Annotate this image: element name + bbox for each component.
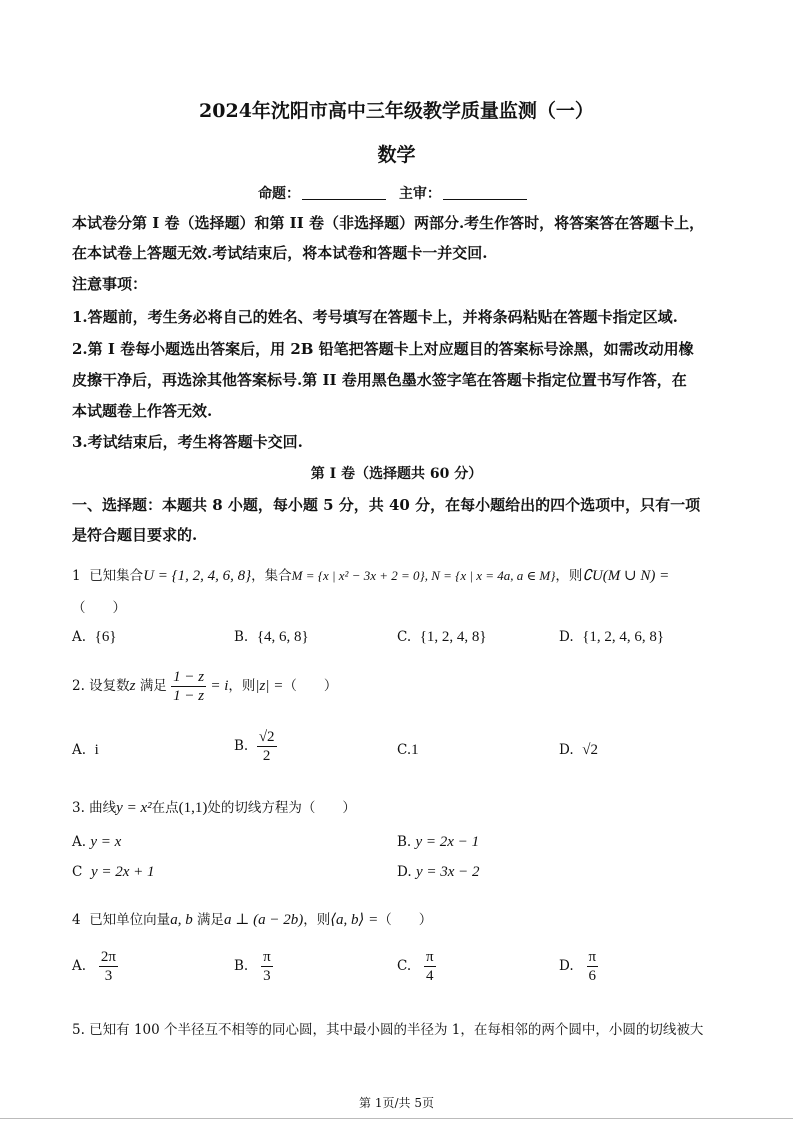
q3-curve: y = x² bbox=[116, 800, 152, 816]
q3-option-c-value: y = 2x + 1 bbox=[90, 864, 155, 880]
q4-option-b-label: B. bbox=[234, 958, 249, 974]
q3-number: 3. 曲线 bbox=[72, 800, 117, 816]
exam-title: 2024年沈阳市高中三年级教学质量监测（一） bbox=[199, 100, 594, 122]
q4-option-d-den: 6 bbox=[588, 968, 597, 984]
q1-option-d-label: D. bbox=[559, 629, 574, 645]
q4-text-1: 已知单位向量 bbox=[89, 912, 171, 928]
q2-variable: z bbox=[129, 678, 136, 694]
q1-text-2: ，集合 bbox=[251, 568, 292, 584]
q2-option-c-label: C. bbox=[397, 742, 412, 758]
q4-option-c-label: C. bbox=[397, 958, 412, 974]
note-2-line3: 本试题卷上作答无效. bbox=[72, 402, 213, 420]
q2-number: 2. 设复数 bbox=[72, 678, 130, 694]
q1-option-a-label: A. bbox=[72, 629, 87, 645]
q2-text-2: ，则 bbox=[228, 678, 256, 694]
proposer-blank bbox=[302, 185, 386, 200]
question-1 bbox=[72, 564, 669, 585]
q1-set-mn: M = {x | x² − 3x + 2 = 0}, N = {x | x = 4a, a ∈ M} bbox=[291, 568, 556, 583]
q1-number: 1 bbox=[72, 568, 81, 584]
q4-text-2: 满足 bbox=[196, 912, 224, 928]
q2-option-b-fraction bbox=[257, 728, 277, 765]
q4-option-c[interactable] bbox=[397, 948, 436, 985]
q2-fraction-num: 1 − z bbox=[173, 669, 205, 685]
instruction-line2: 在本试卷上答题无效.考试结束后，将本试卷和答题卡一并交回. bbox=[72, 244, 488, 262]
q3-option-d-value: y = 3x − 2 bbox=[415, 864, 480, 880]
byline bbox=[0, 183, 793, 203]
q4-option-d-label: D. bbox=[559, 958, 574, 974]
instruction-line1: 本试卷分第 I 卷（选择题）和第 II 卷（非选择题）两部分.考生作答时，将答案答在答题卡上， bbox=[72, 214, 705, 232]
q3-option-b-label: B. bbox=[397, 834, 412, 850]
q1-option-a-value: {6} bbox=[94, 629, 117, 645]
proposer-label: 命题： bbox=[258, 186, 301, 202]
q4-option-c-den: 4 bbox=[426, 968, 434, 984]
q4-option-b-den: 3 bbox=[263, 968, 271, 984]
q4-option-c-num: π bbox=[426, 949, 434, 965]
q4-option-d[interactable] bbox=[559, 948, 598, 985]
q4-option-a-fraction bbox=[99, 948, 118, 985]
q3-option-c-label: C bbox=[72, 864, 83, 880]
q1-paren: （ ） bbox=[72, 600, 126, 616]
q2-option-d-value: √2 bbox=[582, 742, 598, 758]
q4-number: 4 bbox=[72, 912, 81, 928]
q2-option-d-label: D. bbox=[559, 742, 574, 758]
q4-vectors: a, b bbox=[170, 912, 193, 928]
q2-fraction bbox=[171, 668, 206, 705]
q4-option-b-num: π bbox=[263, 949, 271, 965]
q1-option-a[interactable] bbox=[72, 629, 117, 646]
q3-option-b-value: y = 2x − 1 bbox=[415, 834, 480, 850]
q1-text-1: 已知集合 bbox=[89, 568, 144, 584]
q1-option-b-value: {4, 6, 8} bbox=[256, 629, 309, 645]
q3-option-d[interactable] bbox=[397, 864, 480, 881]
page-footer: 第 1页/共 5页 bbox=[359, 1096, 434, 1110]
q4-option-b-fraction bbox=[261, 948, 273, 985]
q3-point: (1,1) bbox=[178, 800, 208, 816]
q4-option-c-fraction bbox=[424, 948, 436, 985]
question-5: 5. 已知有 100 个半径互不相等的同心圆，其中最小圆的半径为 1，在每相邻的两个圆中，小圆的切线被大 bbox=[72, 1022, 704, 1038]
q4-option-a[interactable] bbox=[72, 948, 118, 985]
q2-option-c[interactable] bbox=[397, 742, 419, 759]
q2-paren: （ ） bbox=[283, 678, 338, 694]
q3-option-a-label: A. bbox=[72, 834, 87, 850]
q1-text-3: ，则 bbox=[555, 568, 583, 584]
section-desc-line2: 是符合题目要求的. bbox=[72, 526, 198, 544]
section-desc-line1: 一、选择题：本题共 8 小题，每小题 5 分，共 40 分，在每小题给出的四个选项中，只有一项 bbox=[72, 496, 701, 514]
q2-equals: = i bbox=[210, 678, 229, 694]
q4-option-b[interactable] bbox=[234, 948, 273, 985]
q1-option-b-label: B. bbox=[234, 629, 249, 645]
q1-option-d-value: {1, 2, 4, 6, 8} bbox=[582, 629, 665, 645]
reviewer-label: 主审： bbox=[398, 186, 441, 202]
question-2 bbox=[72, 668, 337, 705]
q2-option-a-label: A. bbox=[72, 742, 87, 758]
q2-option-c-value: 1 bbox=[411, 742, 419, 758]
q2-text-1: 满足 bbox=[139, 678, 167, 694]
q3-option-b[interactable] bbox=[397, 834, 479, 851]
q4-condition: a ⊥ (a − 2b) bbox=[223, 912, 304, 928]
q1-option-c-label: C. bbox=[397, 629, 412, 645]
note-3: 3.考试结束后，考生将答题卡交回. bbox=[72, 433, 303, 451]
q4-option-d-num: π bbox=[588, 949, 597, 965]
note-2-line2: 皮擦干净后，再选涂其他答案标号.第 II 卷用黑色墨水签字笔在答题卡指定位置书写作答，在 bbox=[72, 371, 687, 389]
q3-text-1: 在点 bbox=[151, 800, 179, 816]
q2-option-d[interactable] bbox=[559, 742, 598, 759]
q1-option-b[interactable] bbox=[234, 629, 309, 646]
q2-option-b-den: 2 bbox=[262, 748, 271, 764]
q3-option-a-value: y = x bbox=[90, 834, 122, 850]
q2-option-a[interactable] bbox=[72, 742, 99, 759]
section-title: 第 I 卷（选择题共 60 分） bbox=[310, 466, 483, 482]
q4-angle: ⟨a, b⟩ = bbox=[330, 912, 379, 928]
q2-option-b[interactable] bbox=[234, 728, 277, 765]
notes-title: 注意事项： bbox=[72, 275, 148, 293]
q1-option-c-value: {1, 2, 4, 8} bbox=[419, 629, 487, 645]
reviewer-blank bbox=[443, 185, 527, 200]
question-3 bbox=[72, 796, 356, 817]
question-4 bbox=[72, 908, 432, 929]
q4-text-3: ，则 bbox=[303, 912, 331, 928]
q2-fraction-den: 1 − z bbox=[173, 688, 205, 704]
q2-option-a-value: i bbox=[94, 742, 99, 758]
q1-option-c[interactable] bbox=[397, 629, 487, 646]
q4-option-a-den: 3 bbox=[104, 968, 113, 984]
q4-option-d-fraction bbox=[587, 948, 599, 985]
q1-expression: ∁U(M ∪ N) = bbox=[582, 568, 670, 584]
q2-abs: |z| = bbox=[255, 678, 284, 694]
q4-option-a-num: 2π bbox=[100, 949, 116, 965]
footer-divider bbox=[0, 1118, 793, 1119]
q1-option-d[interactable] bbox=[559, 629, 664, 646]
q2-option-b-num: √2 bbox=[258, 729, 275, 745]
q4-paren: （ ） bbox=[378, 912, 433, 928]
q3-option-d-label: D. bbox=[397, 864, 412, 880]
q3-text-2: 处的切线方程为（ ） bbox=[207, 800, 356, 816]
q2-option-b-label: B. bbox=[234, 738, 249, 754]
q1-set-u: U = {1, 2, 4, 6, 8} bbox=[143, 568, 252, 584]
note-2-line1: 2.第 I 卷每小题选出答案后，用 2B 铅笔把答题卡上对应题目的答案标号涂黑，如需改动用橡 bbox=[72, 340, 694, 358]
q4-option-a-label: A. bbox=[72, 958, 87, 974]
note-1: 1.答题前，考生务必将自己的姓名、考号填写在答题卡上，并将条码粘贴在答题卡指定区域. bbox=[72, 308, 678, 326]
subject-title: 数学 bbox=[377, 144, 416, 166]
q3-option-a[interactable] bbox=[72, 834, 121, 851]
q3-option-c[interactable] bbox=[72, 864, 155, 881]
